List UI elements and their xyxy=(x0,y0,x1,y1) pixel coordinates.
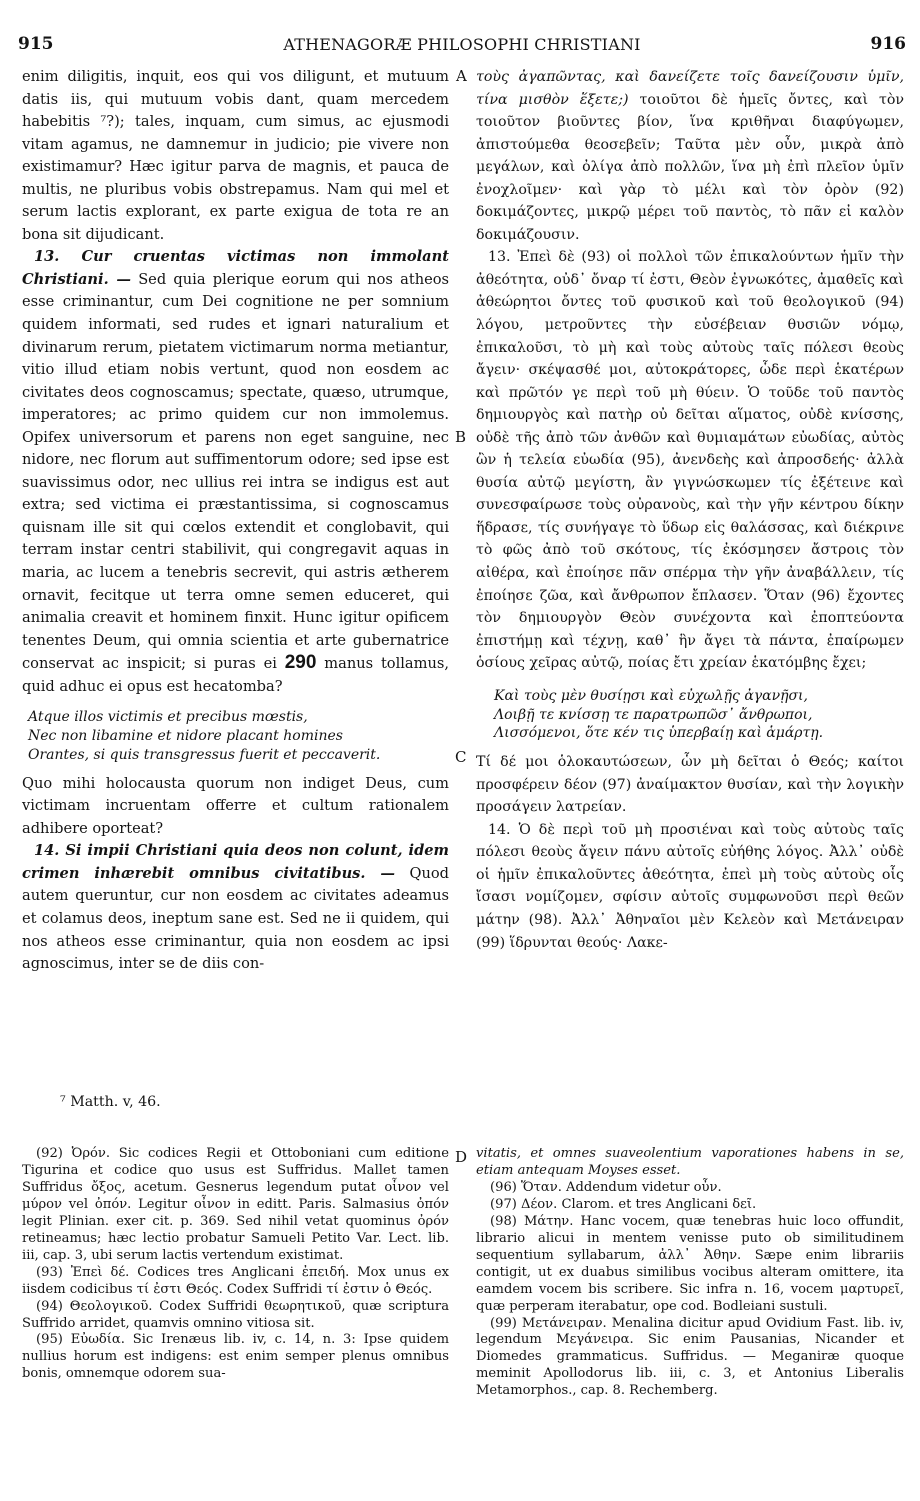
page-header xyxy=(18,34,906,58)
notes-right-column xyxy=(476,1146,904,1400)
note-98: (98) Μάτην. Hanc vocem, quæ tenebras huic loco offundit, librario alicui in mentem venisse puto ob similitudinem sequentium syllabarum, ἀλλ᾽ Ἀθην. Sæpe enim librariis contigit, ut ex duabus similibus vocibus alteram omittere, ita eamdem vocem bis scribere. Sic infra n. 16, vocem μαρτυρεῖ, quæ perperam iterabatur, ope cod. Bodleiani sustuli. xyxy=(476,1213,904,1314)
page-number-left: 915 xyxy=(18,34,54,54)
latin-paragraph-1: enim diligitis, inquit, eos qui vos diligunt, et mutuum datis iis, qui mutuum vobis dant, quam mercedem habebitis ⁷?); tales, inquam, cum simus, ac ejusmodi vitam agamus, ne damnemur in judicio; pie vivere non existimamur? Hæc igitur parva de magnis, et pauca de multis, ne pluribus vobis obstrepamus. Nam qui mel et serum lactis explorant, ex parte exigua de tota re an bona sit dijudicant. xyxy=(22,68,449,243)
margin-letter-c: C xyxy=(455,748,467,766)
notes-left-column xyxy=(22,1146,449,1383)
note-95-continued: vitatis, et omnes suaveolentium vaporationes habens in se, etiam antequam Moyses esset. xyxy=(476,1146,904,1178)
column-number: 290 xyxy=(284,652,317,674)
latin-paragraph-14: 14. Si impii Christiani quia deos non colunt, idem crimen inhærebit omnibus civitatibus. — Quod autem queruntur, cur non eosdem ac civitates adeamus et colamus deos, ineptum sane est. Sed ne ii quidem, qui nos atheos esse criminantur, quia non eosdem ac ipsi agnoscimus, inter se de diis con- xyxy=(22,842,450,973)
latin-paragraph-3: Quo mihi holocausta quorum non indiget Deus, cum victimam incruentam offerre et cultum rationalem adhibere oporteat? xyxy=(22,774,449,837)
note-92: (92) Ὀρόν. Sic codices Regii et Ottoboniani cum editione Tigurina et codice quo usus est Suffridus. Mallet tamen Suffridus ὄξος, acetum. Gesnerus legendum putat οἶνον vel μύρον vel ὀπόν. Legitur οἶνον in editt. Paris. Salmasius ὀπόν legit Plinian. exer cit. p. 369. Sed nihil vetat quominus ὀρόν retineamus; hæc lectio probatur Samueli Petito Var. Lect. lib. iii, cap. 3, ubi serum lactis vertendum existimat. xyxy=(22,1146,449,1263)
greek-paragraph-3: Τί δέ μοι ὁλοκαυτώσεων, ὧν μὴ δεῖται ὁ Θεός; καίτοι προσφέρειν δέον (97) ἀναίμακτον θυσίαν, καὶ τὴν λογικὴν προσάγειν λατρείαν. xyxy=(476,754,904,816)
note-99: (99) Μετάνειραν. Menalina dicitur apud Ovidium Fast. lib. iv, legendum Μεγάνειρα. Sic enim Pausanias, Nicander et Diomedes grammaticus. Suffridus. — Meganiræ quoque meminit Apollodorus lib. iii, c. 3, et Antonius Liberalis Metamorphos., cap. 8. Rechemberg. xyxy=(476,1315,904,1399)
page-number-right: 916 xyxy=(870,34,906,54)
note-97: (97) Δέον. Clarom. et tres Anglicani δεῖ. xyxy=(490,1196,757,1212)
greek-paragraph-1: τοὺς ἀγαπῶντας, καὶ δανείζετε τοῖς δανείζουσιν ὑμῖν, τίνα μισθὸν ἕξετε;) τοιοῦτοι δὲ ἡμεῖς ὄντες, καὶ τὸν τοιοῦτον βιοῦντες βίον, ἵνα κριθῆναι διαφύγωμεν, ἀπιστούμεθα θεοσεβεῖν; Ταῦτα μὲν οὖν, μικρὰ ἀπὸ μεγάλων, καὶ ὀλίγα ἀπὸ πολλῶν, ἵνα μὴ ἐπὶ πλεῖον ὑμῖν ἐνοχλοῖμεν· καὶ γὰρ τὸ μέλι καὶ τὸν ὀρὸν (92) δοκιμάζοντες, μικρῷ μέρει τοῦ παντὸς, τὸ πᾶν εἰ καλὸν δοκιμάζουσιν. xyxy=(476,69,904,243)
margin-letter-a: A xyxy=(456,67,467,85)
greek-column xyxy=(476,66,904,954)
note-95: (95) Εὐωδία. Sic Irenæus lib. iv, c. 14, n. 3: Ipse quidem nullius horum est indigens: est enim semper plenus omnibus bonis, omnemque odorem sua- xyxy=(22,1332,449,1382)
chapter-13-heading: 13. Cur cruentas victimas non immolant Christiani. — xyxy=(22,248,449,288)
note-96: (96) Ὅταν. Addendum videtur οὖν. xyxy=(490,1179,722,1195)
greek-verse: Καὶ τοὺς μὲν θυσίῃσι καὶ εὐχωλῇς ἀγανῇσι, Λοιβῇ τε κνίσσῃ τε παρατρωπῶσ᾽ ἄνθρωποι, Λισσόμενοι, ὅτε κέν τις ὑπερβαίῃ καὶ ἁμάρτῃ. xyxy=(494,687,824,742)
latin-column xyxy=(22,66,449,976)
margin-letter-d: D xyxy=(455,1148,468,1166)
greek-paragraph-14: 14. Ὁ δὲ περὶ τοῦ μὴ προσιέναι καὶ τοὺς αὐτοὺς ταῖς πόλεσι θεοὺς ἄγειν πάνυ αὐτοῖς εὐήθης λόγος. Ἀλλ᾽ οὐδὲ οἱ ἡμῖν ἐπικαλοῦντες ἀθεότητα, ἐπεὶ μὴ τοὺς αὐτοὺς οἷς ἴσασι νομίζομεν, σφίσιν αὐτοῖς συμφωνοῦσι περὶ θεῶν μάτην (98). Ἀλλ᾽ Ἀθηναῖοι μὲν Κελεὸν καὶ Μετάνειραν (99) ἵδρυνται θεούς· Λακε- xyxy=(476,821,904,951)
running-title: ATHENAGORÆ PHILOSOPHI CHRISTIANI xyxy=(283,35,641,54)
chapter-14-heading: 14. Si impii Christiani quia deos non colunt, idem crimen inhærebit omnibus civitatibus. — xyxy=(22,842,449,882)
latin-paragraph-13: 13. Cur cruentas victimas non immolant Christiani. — Sed quia plerique eorum qui nos atheos esse criminantur, cum Dei cognitione ne per somnium quidem informati, sed rudes et ignari naturalium et divinarum rerum, pietatem victimarum norma metiantur, vitio illud etiam nobis vertunt, quod non eosdem ac civitates deos cognoscamus; spectate, quæso, utrumque, imperatores; ac primo quidem cur non immolemus. Opifex universorum et parens non eget sanguine, nec nidore, nec florum aut suffimentorum odore; sed ipse est suavissimus odor, nec ullius rei intra se indigus est aut extra; sed victima ei præstantissima, si cognoscamus quisnam ille sit qui cœlos extendit et conglobavit, qui terram instar centri stabilivit, qui congregavit aquas in maria, ac lucem a tenebris secrevit, qui astris ætherem ornavit, fecitque ut terra omne semen educeret, qui animalia creavit et hominem finxit. Hunc igitur opificem tenentes Deum, qui omnia scientia et arte gubernatrice conservat ac inspicit; si puras ei 290 manus tollamus, quid adhuc ei opus est hecatomba? xyxy=(22,248,450,695)
note-93: (93) Ἐπεὶ δέ. Codices tres Anglicani ἐπειδή. Mox unus ex iisdem codicibus τί ἐστι Θεός. Codex Suffridi τί ἐστιν ὁ Θεός. xyxy=(22,1264,449,1297)
scripture-footnote: ⁷ Matth. v, 46. xyxy=(60,1094,161,1110)
latin-verse: Atque illos victimis et precibus mœstis, Nec non libamine et nidore placant homines Orantes, si quis transgressus fuerit et peccaverit. xyxy=(28,709,381,763)
greek-paragraph-13: 13. Ἐπεὶ δὲ (93) οἱ πολλοὶ τῶν ἐπικαλούντων ἡμῖν τὴν ἀθεότητα, οὐδ᾽ ὄναρ τί ἐστι, Θεὸν ἐγνωκότες, ἀμαθεῖς καὶ ἀθεώρητοι ὄντες τοῦ φυσικοῦ καὶ τοῦ θεολογικοῦ (94) λόγου, μετροῦντες τὴν εὐσέβειαν θυσιῶν νόμῳ, ἐπικαλοῦσι, τὸ μὴ καὶ τοὺς αὐτοὺς ταῖς πόλεσι θεοὺς ἄγειν· σκέψασθέ μοι, αὐτοκράτορες, ὧδε περὶ ἑκατέρων καὶ πρῶτόν γε περὶ τοῦ μὴ θύειν. Ὁ τοῦδε τοῦ παντὸς δημιουργὸς καὶ πατὴρ οὐ δεῖται αἵματος, οὐδὲ κνίσσης, οὐδὲ τῆς ἀπὸ τῶν ἀνθῶν καὶ θυμιαμάτων εὐωδίας, αὐτὸς ὢν ἡ τελεία εὐωδία (95), ἀνενδεὴς καὶ ἀπροσδεής· ἀλλὰ θυσία αὐτῷ μεγίστη, ἂν γιγνώσκωμεν τίς ἐξέτεινε καὶ συνεσφαίρωσε τοὺς οὐρανοὺς, καὶ τὴν γῆν κέντρου δίκην ἥδρασε, τίς συνήγαγε τὸ ὕδωρ εἰς θαλάσσας, καὶ διέκρινε τὸ φῶς ἀπὸ τοῦ σκότους, τίς ἐκόσμησεν ἄστροις τὸν αἰθέρα, καὶ ἐποίησε πᾶν σπέρμα τὴν γῆν ἀναβάλλειν, τίς ἐποίησε ζῶα, καὶ ἄνθρωπον ἔπλασεν. Ὅταν (96) ἔχοντες τὸν δημιουργὸν Θεὸν συνέχοντα καὶ ἐποπτεύοντα ἐπιστήμῃ καὶ τέχνῃ, καθ᾽ ἣν ἄγει τὰ πάντα, ἐπαίρωμεν ὁσίους χεῖρας αὐτῷ, ποίας ἔτι χρείαν ἑκατόμβης ἔχει; xyxy=(476,249,904,672)
note-94: (94) Θεολογικοῦ. Codex Suffridi θεωρητικοῦ, quæ scriptura Suffrido arridet, quamvis omnino vitiosa sit. xyxy=(22,1298,449,1331)
margin-letter-b: B xyxy=(455,428,467,446)
